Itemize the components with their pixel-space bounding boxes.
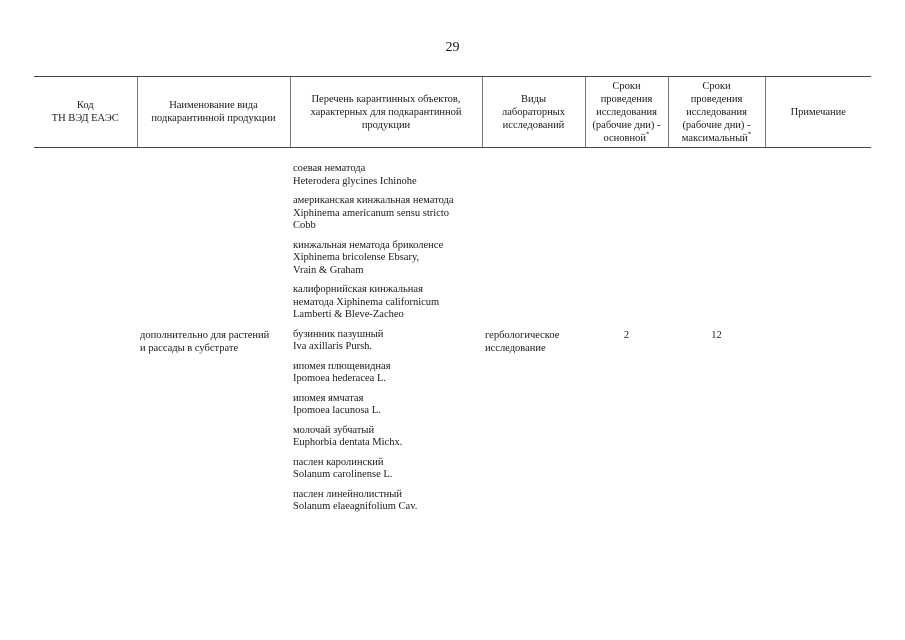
cell-days-main: 2	[623, 329, 630, 341]
cell-product	[137, 148, 290, 329]
species-russian-name: ипомея плющевидная	[293, 360, 391, 372]
cell-note	[765, 329, 871, 521]
table-row	[34, 148, 871, 329]
species-latin-name: Iva axillaris Pursh.	[293, 341, 373, 352]
header-days-main: Сроки проведения исследования (рабочие дни) - основной*	[585, 77, 668, 148]
species-latin-name: Cobb	[293, 220, 316, 231]
cell-code	[34, 329, 137, 521]
header-code: Код ТН ВЭД ЕАЭС	[34, 77, 137, 148]
species-latin-name: Vrain & Graham	[293, 264, 364, 276]
header-note: Примечание	[765, 77, 871, 148]
species-russian-name: калифорнийская кинжальная	[293, 284, 423, 295]
list-item	[293, 329, 479, 354]
weed-list	[293, 329, 479, 514]
table-row	[34, 329, 871, 521]
species-russian-name: американская кинжальная нематода	[293, 195, 454, 206]
species-latin-name: Xiphinema bricolense Ebsary,	[293, 252, 420, 263]
species-russian-name: паслен линейнолистный	[293, 488, 402, 500]
list-item	[293, 425, 479, 450]
species-latin-name: Solanum elaeagnifolium Cav.	[293, 501, 418, 512]
list-item	[293, 284, 479, 322]
species-latin-name: Heterodera glycines Ichinohe	[293, 175, 417, 187]
quarantine-table	[34, 76, 871, 521]
species-russian-name: бузинник пазушный	[293, 328, 384, 340]
cell-code	[34, 148, 137, 329]
cell-weed-list	[290, 329, 482, 521]
list-item	[293, 393, 479, 418]
table-header-row	[34, 77, 871, 148]
list-item	[293, 195, 479, 233]
page-number: 29	[445, 40, 460, 55]
species-russian-name: ипомея ямчатая	[293, 392, 364, 404]
list-item	[293, 489, 479, 514]
species-latin-name: нематода Xiphinema californicum	[293, 296, 440, 308]
species-latin-name: Ipomoea hederacea L.	[293, 373, 386, 384]
cell-additional-product: дополнительно для растений и рассады в субстрате	[140, 329, 270, 354]
nematode-list	[293, 148, 479, 322]
list-item	[293, 163, 479, 188]
cell-research-type: гербологическое исследование	[485, 329, 560, 354]
species-latin-name: Lamberti & Bleve-Zacheo	[293, 309, 404, 320]
list-item	[293, 457, 479, 482]
species-russian-name: молочай зубчатый	[293, 424, 375, 436]
header-days-max: Сроки проведения исследования (рабочие дни) - максимальный*	[668, 77, 765, 148]
header-quarantine-objects: Перечень карантинных объектов, характерных для подкарантинной продукции	[290, 77, 482, 148]
species-latin-name: Solanum carolinense L.	[293, 469, 393, 480]
species-russian-name: кинжальная нематода бриколенсе	[293, 239, 444, 251]
species-latin-name: Xiphinema americanum sensu stricto	[293, 207, 449, 219]
species-latin-name: Euphorbia dentata Michx.	[293, 437, 403, 448]
species-russian-name: паслен каролинский	[293, 456, 384, 468]
species-russian-name: соевая нематода	[293, 163, 366, 174]
header-research-types: Виды лабораторных исследований	[482, 77, 585, 148]
header-product-name: Наименование вида подкарантинной продукции	[137, 77, 290, 148]
cell-nematode-list	[290, 148, 482, 329]
cell-days-max: 12	[711, 329, 722, 341]
list-item	[293, 361, 479, 386]
list-item	[293, 240, 479, 278]
species-latin-name: Ipomoea lacunosa L.	[293, 405, 381, 416]
